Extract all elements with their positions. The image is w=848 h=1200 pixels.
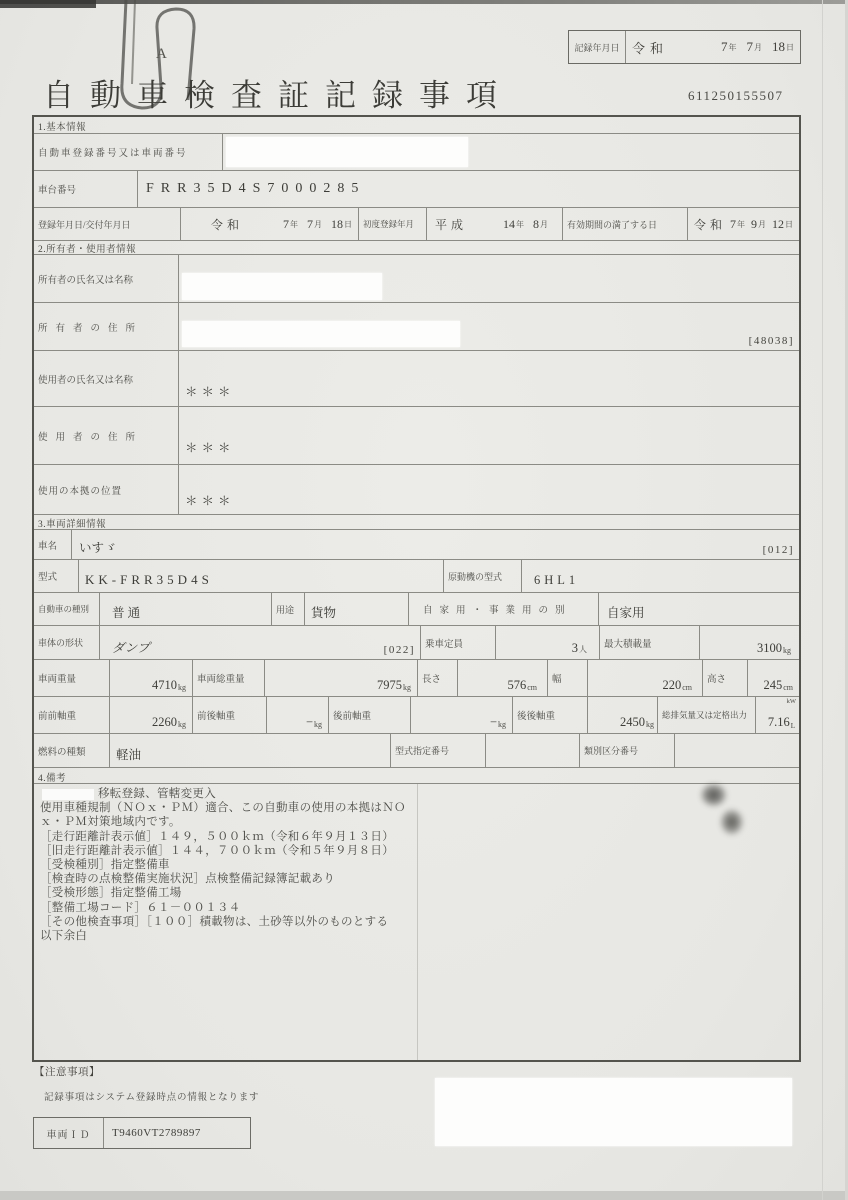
remarks-line: 使用車種規制（ＮＯｘ・ＰＭ）適合、この自動車の使用の本拠はＮＯ [40,802,406,815]
use-value: 貨物 [304,593,408,625]
body-shape-value [99,626,420,659]
redaction-box [435,1078,792,1146]
row-dates [34,207,799,240]
axle-ff-value: 2260 kg [109,697,192,733]
base-location-label: 使用の本拠の位置 [38,486,123,497]
era: 令和 [632,40,669,56]
certificate-table [32,115,801,1062]
max-load-value: 3100 kg [699,626,799,659]
displacement-value: kW 7.16 L [755,697,799,733]
height-label: 高さ [702,660,747,696]
row-user-address [34,406,799,464]
owner-name-label: 所有者の氏名又は名称 [38,275,134,286]
redaction-box [182,321,460,347]
era: 令和 [694,217,727,232]
length-label: 長さ [417,660,457,696]
body-shape: ダンプ [112,641,150,655]
first-reg-value [426,208,562,240]
class-number-value [674,734,799,767]
row-base-location [34,464,799,514]
row-registration-number [34,133,799,170]
capacity-value: 3 人 [495,626,599,659]
record-year: 7年 [721,39,737,54]
record-date-box [568,30,801,64]
model-value: KK-FRR35D4S [78,560,443,592]
remarks-line: ［受検形態］指定整備工場 [40,887,182,900]
page-title: 自動車検査証記録事項 [43,78,513,113]
axle-rf-value: − kg [410,697,512,733]
user-address-value: ＊＊＊ [178,407,799,464]
remarks-line: ［その他検査事項］［１００］積載物は、土砂等以外のものとする [40,915,389,928]
kind-value: 普 通 [99,593,271,625]
day: 18日 [331,216,352,231]
axle-ff-label: 前前軸重 [38,712,77,722]
fuel-value: 軽油 [109,734,390,767]
displacement-label: 総排気量又は定格出力 [657,697,755,733]
chassis-label: 車台番号 [38,186,77,196]
remarks-box [34,784,799,1060]
user-name-label: 使用者の氏名又は名称 [38,375,134,386]
remarks-line: ［走行距離計表示値］１４９，５００ｋｍ（令和６年９月１３日） [40,830,394,843]
gross-weight-label: 車両総重量 [192,660,264,696]
body-shape-code: [022] [383,644,415,656]
section-basic-header [34,117,799,133]
section-heading: 4.備考 [38,774,67,784]
width-label: 幅 [547,660,587,696]
row-model [34,559,799,592]
section-owner-header [34,240,799,254]
vehicle-name: いすゞ [79,541,117,555]
remarks-line: ［検査時の点検整備実施状況］点検整備記録簿記載あり [40,873,335,886]
row-axle-weights [34,696,799,733]
corner-mark: A [156,46,167,62]
redaction-box [42,789,94,800]
vehicle-id-label: 車両ＩＤ [34,1118,104,1148]
notice-heading: 【注意事項】 [34,1067,100,1078]
remarks-divider [417,784,418,1060]
row-user-name [34,350,799,406]
model-label: 型式 [38,573,58,583]
year: 7年 [283,216,298,231]
reg-number-label: 自動車登録番号又は車両番号 [38,149,188,159]
type-approval-number-label: 型式指定番号 [390,734,485,767]
row-chassis-number [34,170,799,207]
remarks-line: ［旧走行距離計表示値］１４４，７００ｋｍ（令和５年９月８日） [40,844,394,857]
capacity-label: 乗車定員 [420,626,495,659]
height-value: 245 cm [747,660,799,696]
row-remarks [34,783,799,1060]
vehicle-name-value [71,530,799,559]
private-business-value: 自家用 [598,593,799,625]
width-value: 220 cm [587,660,702,696]
address-code: [48038] [748,335,794,347]
record-month: 7月 [746,39,762,54]
vehicle-name-label: 車名 [38,541,58,552]
remarks-line: ｘ・ＰＭ対策地域内です。 [40,816,181,829]
kind-label: 自動車の種別 [38,604,90,614]
vehicle-name-code: [012] [762,544,794,556]
redaction-box [226,137,468,167]
class-number-label: 類別区分番号 [579,734,674,767]
document-number: 611250155507 [688,88,784,103]
reg-date-label: 登録年月日/交付年月日 [38,219,131,230]
vehicle-weight-value: 4710 kg [109,660,192,696]
expiry-label: 有効期間の満了する日 [562,208,687,240]
vehicle-id-box [33,1117,251,1149]
fuel-label: 燃料の種類 [38,747,86,758]
scan-edge-top-left [0,0,96,8]
month: 9月 [751,216,766,231]
axle-rr-value: 2450 kg [587,697,657,733]
user-address-label: 使用者の住所 [38,432,144,443]
row-owner-name [34,254,799,302]
year: 14年 [503,216,524,231]
vehicle-weight-label: 車両重量 [38,675,77,685]
section-heading: 2.所有者・使用者情報 [38,245,137,255]
redaction-box [182,273,382,300]
notice-text: 記録事項はシステム登録時点の情報となります [44,1093,260,1103]
base-location-value: ＊＊＊ [178,465,799,514]
row-fuel [34,733,799,767]
row-body-shape [34,625,799,659]
day: 12日 [772,216,793,231]
record-date-label: 記録年月日 [569,31,626,63]
row-vehicle-name [34,529,799,559]
first-reg-label: 初度登録年月 [358,208,426,240]
era: 令和 [211,217,244,232]
section-heading: 3.車両詳細情報 [38,520,107,530]
reg-date-value [180,208,358,240]
max-load-label: 最大積載量 [599,626,699,659]
month: 7月 [307,216,322,231]
row-vehicle-kind [34,592,799,625]
axle-rf-label: 後前軸重 [328,697,410,733]
record-date-value [626,31,800,63]
row-owner-address [34,302,799,350]
engine-model-label: 原動機の型式 [443,560,521,592]
engine-model-value: 6HL1 [521,560,799,592]
use-label: 用途 [271,593,304,625]
remarks-line: 移転登録、管轄変更入 [40,787,793,801]
scan-edge-bottom [0,1191,848,1200]
remarks-line: ［整備工場コード］６１－００１３４ [40,901,241,914]
length-value: 576 cm [457,660,547,696]
owner-address-label: 所有者の住所 [38,323,144,334]
private-business-label: 自家用・事業用の別 [408,593,598,625]
axle-fr-value: − kg [266,697,328,733]
era: 平成 [435,217,468,232]
year: 7年 [730,216,745,231]
remarks-line: 以下余白 [40,930,88,943]
kw-unit: kW [786,698,796,705]
paper-crease [822,0,823,1200]
vehicle-id-value: T9460VT2789897 [112,1127,201,1139]
record-day: 18日 [772,39,794,54]
axle-fr-label: 前後軸重 [192,697,266,733]
chassis-value: FRR35D4S7000285 [137,171,799,207]
axle-rr-label: 後後軸重 [512,697,587,733]
ink-smudge-artifact [698,780,750,840]
body-shape-label: 車体の形状 [38,638,84,648]
gross-weight-value: 7975 kg [264,660,417,696]
type-approval-number-value [485,734,579,767]
section-heading: 1.基本情報 [38,123,87,133]
row-weights [34,659,799,696]
user-name-value: ＊＊＊ [178,351,799,406]
section-remarks-header [34,767,799,783]
expiry-value [687,208,799,240]
remarks-line: ［受検種別］指定整備車 [40,859,170,872]
month: 8月 [533,216,548,231]
section-vehicle-header [34,514,799,529]
